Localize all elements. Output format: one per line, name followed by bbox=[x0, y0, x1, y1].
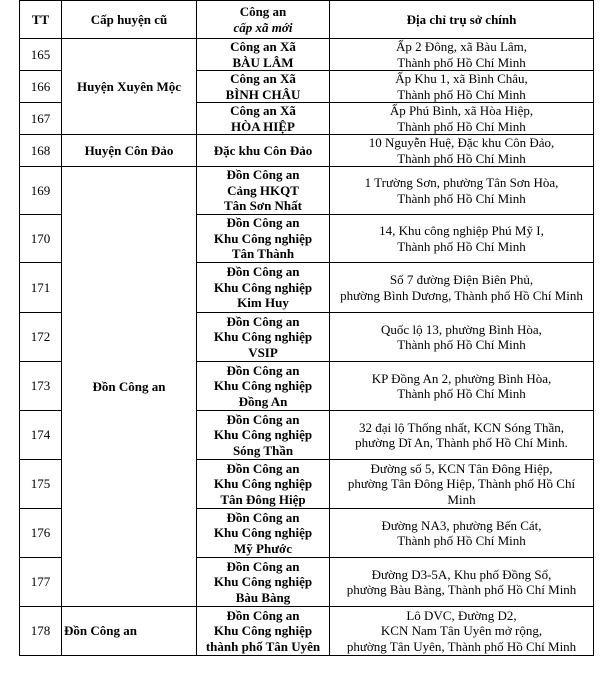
unit-name-line: Đồn Công an bbox=[226, 313, 300, 329]
table-row bbox=[20, 167, 594, 215]
row-number: 167 bbox=[20, 103, 62, 135]
unit-name-line: Đồng An bbox=[238, 393, 288, 409]
row-number: 170 bbox=[20, 215, 62, 263]
row-number: 176 bbox=[20, 509, 62, 558]
unit-name bbox=[197, 263, 330, 313]
address-line: phường Bàu Bàng, Thành phố Hồ Chí Minh bbox=[346, 582, 577, 597]
unit-name-line: Đồn Công an bbox=[226, 607, 300, 623]
address bbox=[330, 39, 594, 71]
address-line: phường Tân Uyên, Thành phố Hồ Chí Minh bbox=[346, 638, 577, 654]
unit-name bbox=[197, 607, 330, 656]
address bbox=[330, 135, 594, 167]
unit-name-line: BÀU LÂM bbox=[232, 54, 294, 70]
address-line: 1 Trường Sơn, phường Tân Sơn Hòa, bbox=[364, 175, 559, 190]
unit-name-line: Cảng HKQT bbox=[227, 182, 299, 198]
unit-name-line: Khu Công nghiệp bbox=[213, 279, 313, 295]
unit-name-line: Công an Xã bbox=[230, 39, 296, 54]
address bbox=[330, 607, 594, 656]
unit-name bbox=[197, 313, 330, 362]
address-line: KCN Nam Tân Uyên mở rộng, bbox=[380, 623, 543, 639]
unit-name bbox=[197, 71, 330, 103]
header-unit-line2: cấp xã mới bbox=[233, 19, 293, 35]
unit-name-line: Đồn Công an bbox=[226, 167, 300, 183]
row-number: 175 bbox=[20, 460, 62, 509]
address bbox=[330, 71, 594, 103]
address-line: Thành phố Hồ Chí Minh bbox=[397, 533, 526, 548]
address bbox=[330, 558, 594, 607]
table-header-row bbox=[20, 1, 594, 39]
address bbox=[330, 263, 594, 313]
row-number: 169 bbox=[20, 167, 62, 215]
header-unit-line1: Công an bbox=[239, 4, 287, 19]
unit-name-line: VSIP bbox=[248, 344, 278, 360]
address-line: Thành phố Hồ Chí Minh bbox=[397, 337, 526, 352]
header-unit bbox=[197, 1, 330, 39]
unit-name-line: Công an Xã bbox=[230, 71, 296, 86]
unit-name bbox=[197, 411, 330, 460]
address-line: Ấp Phú Bình, xã Hòa Hiệp, bbox=[389, 103, 534, 118]
unit-name-line: Tân Đông Hiệp bbox=[220, 491, 306, 507]
unit-name-line: Khu Công nghiệp bbox=[213, 329, 313, 345]
unit-name bbox=[197, 362, 330, 411]
header-address: Địa chỉ trụ sở chính bbox=[330, 1, 594, 39]
address-line: Thành phố Hồ Chí Minh bbox=[397, 150, 526, 166]
unit-name-line: Kim Huy bbox=[237, 295, 289, 311]
address-line: Ấp 2 Đông, xã Bàu Lâm, bbox=[395, 39, 528, 54]
address-line: Đường NA3, phường Bến Cát, bbox=[381, 517, 542, 533]
unit-name-line: Tân Thành bbox=[231, 246, 295, 262]
header-tt: TT bbox=[20, 1, 62, 39]
unit-name-line: Khu Công nghiệp bbox=[213, 378, 313, 394]
unit-name bbox=[197, 558, 330, 607]
address-line: Thành phố Hồ Chí Minh bbox=[397, 118, 526, 134]
header-district: Cấp huyện cũ bbox=[62, 1, 197, 39]
address bbox=[330, 460, 594, 509]
row-number: 177 bbox=[20, 558, 62, 607]
district-don-cong-an: Đồn Công an bbox=[62, 167, 197, 607]
police-address-table bbox=[19, 0, 594, 656]
address-line: phường Dĩ An, Thành phố Hồ Chí Minh. bbox=[355, 435, 568, 450]
row-number: 172 bbox=[20, 313, 62, 362]
unit-name-line: Khu Công nghiệp bbox=[213, 476, 313, 492]
row-number: 171 bbox=[20, 263, 62, 313]
address-line: Thành phố Hồ Chí Minh bbox=[397, 386, 526, 401]
unit-name bbox=[197, 135, 330, 167]
address-line: Lô DVC, Đường D2, bbox=[406, 607, 517, 623]
address-line: Đường số 5, KCN Tân Đông Hiệp, bbox=[370, 460, 553, 476]
unit-name-line: Đặc khu Côn Đảo bbox=[213, 142, 313, 158]
district-xuyen-moc: Huyện Xuyên Mộc bbox=[62, 39, 197, 135]
unit-name bbox=[197, 167, 330, 215]
unit-name-line: Đồn Công an bbox=[226, 411, 300, 427]
unit-name-line: Đồn Công an bbox=[226, 362, 300, 378]
district-con-dao: Huyện Côn Đảo bbox=[62, 135, 197, 167]
unit-name bbox=[197, 39, 330, 71]
unit-name bbox=[197, 509, 330, 558]
address bbox=[330, 509, 594, 558]
unit-name-line: Khu Công nghiệp bbox=[213, 427, 313, 443]
unit-name-line: BÌNH CHÂU bbox=[225, 86, 301, 102]
address bbox=[330, 103, 594, 135]
table-row bbox=[20, 135, 594, 167]
address-line: 10 Nguyễn Huệ, Đặc khu Côn Đảo, bbox=[368, 135, 555, 150]
row-number: 178 bbox=[20, 607, 62, 656]
row-number: 173 bbox=[20, 362, 62, 411]
unit-name bbox=[197, 215, 330, 263]
row-number: 166 bbox=[20, 71, 62, 103]
unit-name-line: Đồn Công an bbox=[226, 558, 300, 574]
address-line: Đường D3-5A, Khu phố Đồng Sổ, bbox=[371, 566, 552, 582]
unit-name-line: Khu Công nghiệp bbox=[213, 574, 313, 590]
address-line: phường Tân Đông Hiệp, Thành phố Hồ Chí bbox=[347, 476, 576, 492]
address-line: Ấp Khu 1, xã Bình Châu, bbox=[395, 71, 528, 86]
row-number: 165 bbox=[20, 39, 62, 71]
address-line: Thành phố Hồ Chí Minh bbox=[397, 86, 526, 102]
unit-name-line: Sóng Thần bbox=[232, 442, 294, 458]
table-row bbox=[20, 607, 594, 656]
unit-name-line: Khu Công nghiệp bbox=[213, 623, 313, 639]
address-line: KP Đồng An 2, phường Bình Hòa, bbox=[371, 370, 552, 386]
row-number: 174 bbox=[20, 411, 62, 460]
unit-name bbox=[197, 103, 330, 135]
unit-name-line: Khu Công nghiệp bbox=[213, 230, 313, 246]
address-line: 32 đại lộ Thống nhất, KCN Sóng Thần, bbox=[359, 419, 564, 435]
address-line: Số 7 đường Điện Biên Phủ, bbox=[389, 272, 534, 287]
address-line: Thành phố Hồ Chí Minh bbox=[397, 190, 526, 206]
unit-name-line: Đồn Công an bbox=[226, 264, 300, 280]
unit-name-line: Khu Công nghiệp bbox=[213, 525, 313, 541]
row-number: 168 bbox=[20, 135, 62, 167]
address bbox=[330, 411, 594, 460]
unit-name-line: Đồn Công an bbox=[226, 215, 300, 231]
address-line: Thành phố Hồ Chí Minh bbox=[397, 238, 526, 254]
unit-name-line: Mỹ Phước bbox=[234, 540, 292, 556]
unit-name-line: Công an Xã bbox=[230, 103, 296, 118]
table-row bbox=[20, 39, 594, 71]
unit-name-line: Tân Sơn Nhất bbox=[223, 198, 302, 214]
address-line: 14, Khu công nghiệp Phú Mỹ I, bbox=[379, 223, 544, 238]
address-line: Minh bbox=[447, 491, 476, 507]
address bbox=[330, 362, 594, 411]
address bbox=[330, 167, 594, 215]
address-line: Thành phố Hồ Chí Minh bbox=[397, 54, 526, 70]
unit-name-line: thành phố Tân Uyên bbox=[205, 638, 321, 654]
district-don-cong-an-178: Đồn Công an bbox=[62, 607, 197, 656]
address bbox=[330, 313, 594, 362]
unit-name-line: Bàu Bàng bbox=[235, 589, 291, 605]
address bbox=[330, 215, 594, 263]
address-line: phường Bình Dương, Thành phố Hồ Chí Minh bbox=[340, 287, 583, 303]
unit-name bbox=[197, 460, 330, 509]
unit-name-line: Đồn Công an bbox=[226, 509, 300, 525]
address-line: Quốc lộ 13, phường Bình Hòa, bbox=[381, 321, 542, 337]
unit-name-line: HÒA HIỆP bbox=[231, 118, 295, 134]
unit-name-line: Đồn Công an bbox=[226, 460, 300, 476]
